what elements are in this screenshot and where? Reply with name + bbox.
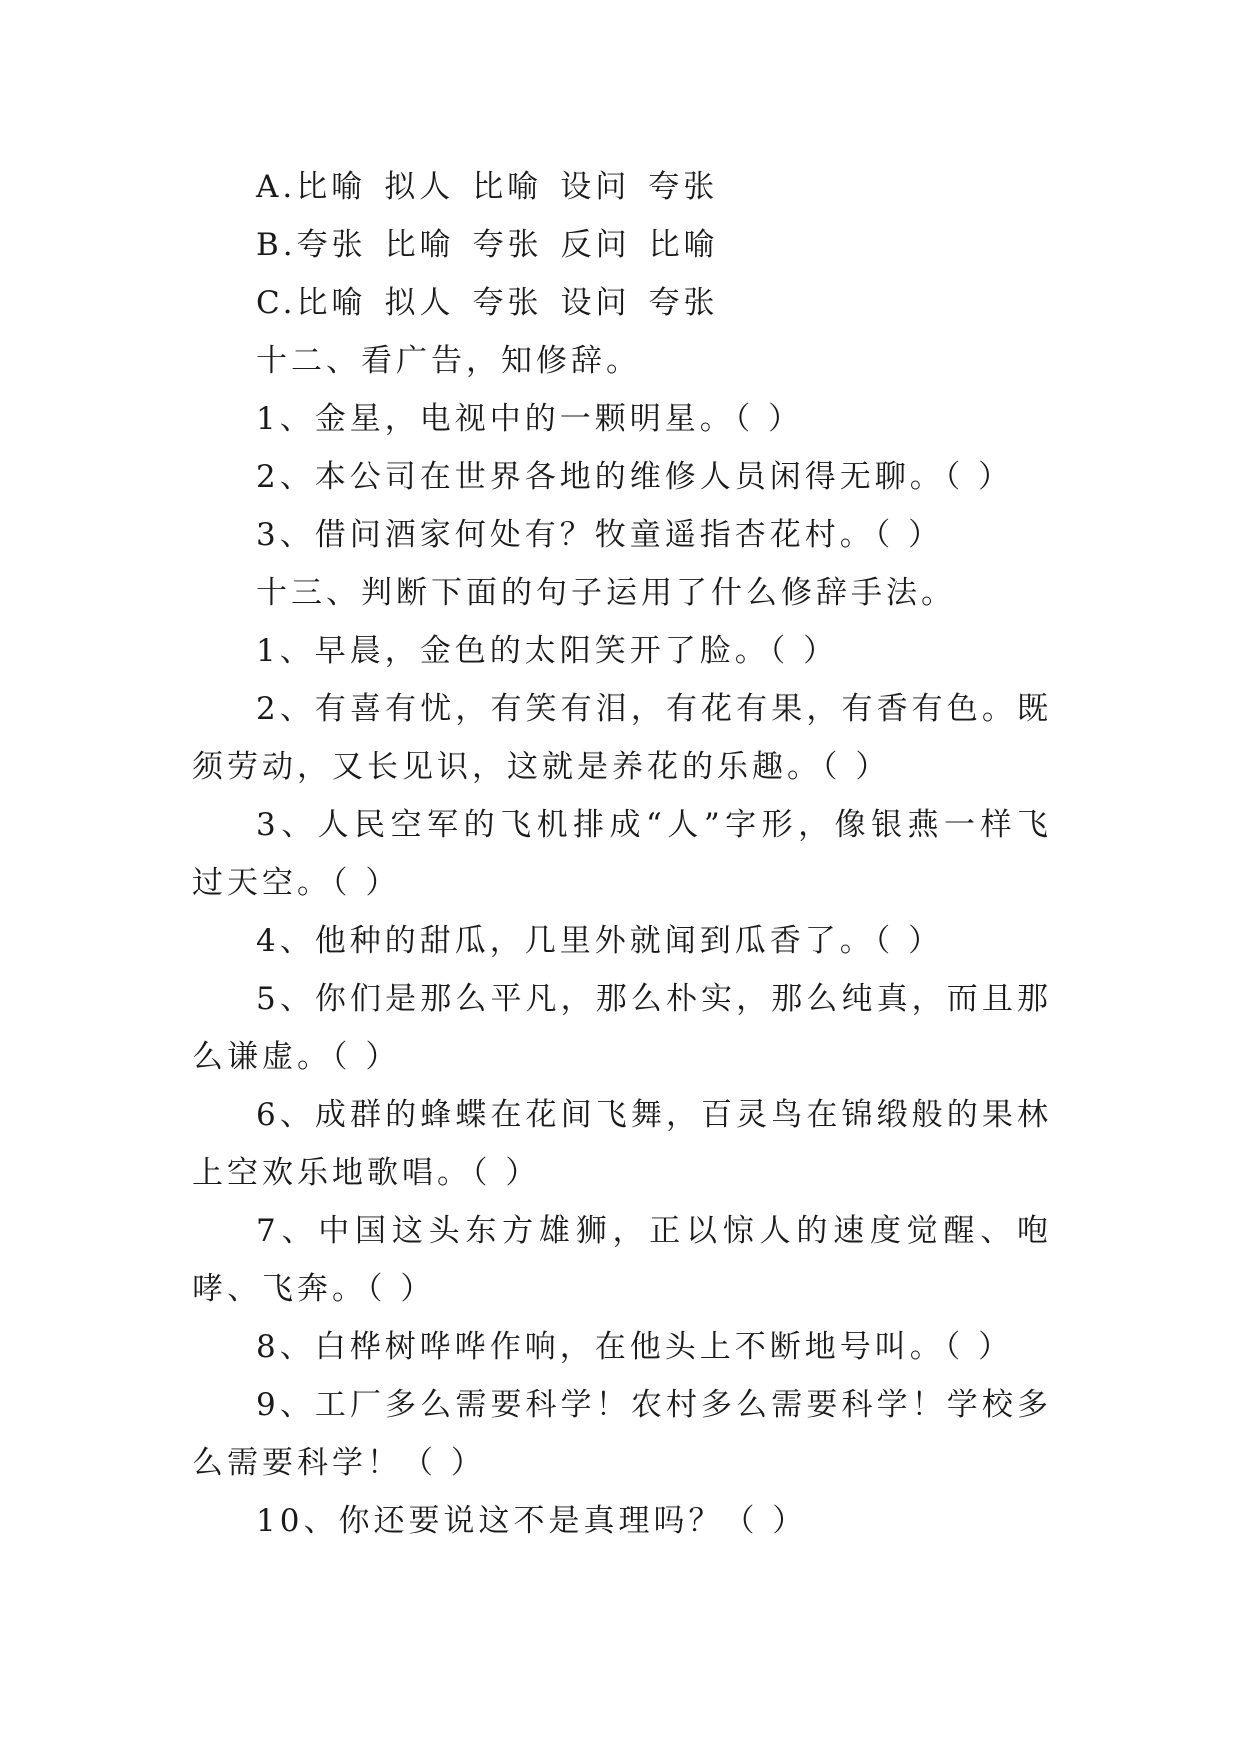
section-12-question-3: 3、借问酒家何处有？牧童遥指杏花村。（ ） <box>256 517 944 553</box>
option-letter: A. <box>256 169 297 205</box>
section-13-question-7: 7、中国这头东方雄狮，正以惊人的速度觉醒、咆哮、飞奔。（ ） <box>192 1213 1052 1307</box>
document-body <box>192 158 1052 1550</box>
section-13-question-4: 4、他种的甜瓜，几里外就闻到瓜香了。（ ） <box>256 923 944 959</box>
section-13-question-8: 8、白桦树哗哗作响，在他头上不断地号叫。（ ） <box>256 1329 1014 1365</box>
section-13-question-9: 9、工厂多么需要科学！农村多么需要科学！学校多么需要科学！（ ） <box>192 1387 1052 1481</box>
option-item: 设问 <box>560 169 631 205</box>
section-13-heading: 十三、判断下面的句子运用了什么修辞手法。 <box>256 575 956 611</box>
option-item: 比喻 <box>296 285 367 321</box>
section-13-question-10: 10、你还要说这不是真理吗？（ ） <box>256 1503 808 1539</box>
section-13-question-2: 2、有喜有忧，有笑有泪，有花有果，有香有色。既须劳动，又长见识，这就是养花的乐趣。（ ） <box>192 691 1052 785</box>
option-letter: C. <box>256 285 297 321</box>
option-item: 拟人 <box>384 285 455 321</box>
option-item: 夸张 <box>472 285 543 321</box>
section-12-question-1: 1、金星，电视中的一颗明星。（ ） <box>256 401 804 437</box>
option-item: 比喻 <box>296 169 367 205</box>
option-item: 设问 <box>560 285 631 321</box>
option-c <box>192 274 1052 332</box>
section-12-question-2: 2、本公司在世界各地的维修人员闲得无聊。（ ） <box>256 459 1014 495</box>
option-item: 拟人 <box>384 169 455 205</box>
option-a <box>192 158 1052 216</box>
option-item: 比喻 <box>384 227 455 263</box>
option-item: 反问 <box>560 227 631 263</box>
option-item: 比喻 <box>472 169 543 205</box>
option-b <box>192 216 1052 274</box>
option-item: 夸张 <box>648 169 719 205</box>
section-12-heading: 十二、看广告，知修辞。 <box>256 343 641 379</box>
section-13-question-5: 5、你们是那么平凡，那么朴实，那么纯真，而且那么谦虚。（ ） <box>192 981 1052 1075</box>
section-13-question-6: 6、成群的蜂蝶在花间飞舞，百灵鸟在锦缎般的果林上空欢乐地歌唱。（ ） <box>192 1097 1052 1191</box>
section-13-question-3: 3、人民空军的飞机排成“人”字形，像银燕一样飞过天空。（ ） <box>192 807 1052 901</box>
option-item: 夸张 <box>472 227 543 263</box>
option-item: 夸张 <box>296 227 367 263</box>
section-13-question-1: 1、早晨，金色的太阳笑开了脸。（ ） <box>256 633 839 669</box>
option-item: 夸张 <box>648 285 719 321</box>
option-item: 比喻 <box>648 227 719 263</box>
option-letter: B. <box>256 227 297 263</box>
